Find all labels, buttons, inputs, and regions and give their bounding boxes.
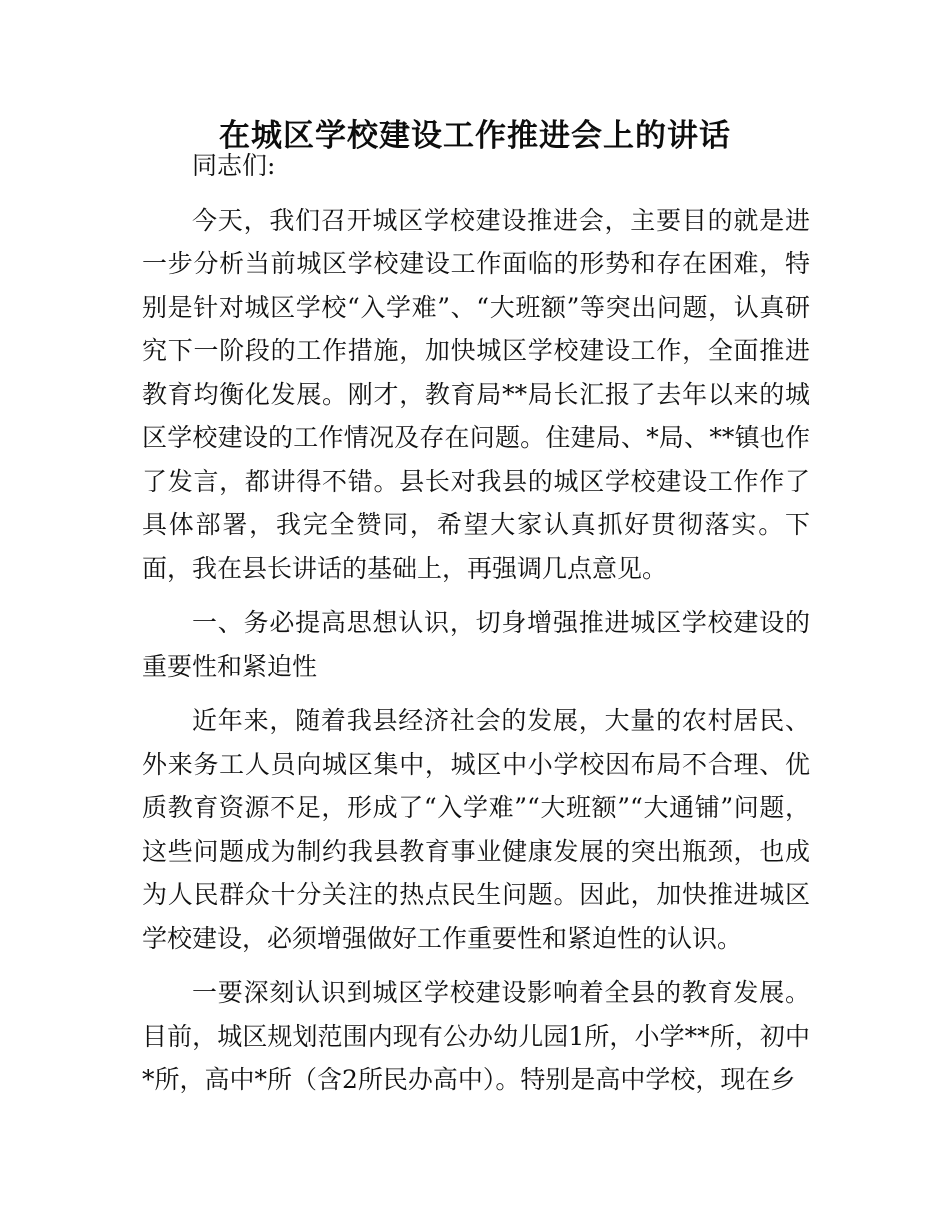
greeting-line: 同志们: xyxy=(192,151,276,180)
paragraph-point-1: 一要深刻认识到城区学校建设影响着全县的教育发展。目前，城区规划范围内现有公办幼儿园1所，小学**所，初中*所，高中*所（含2所民办高中）。特别是高中学校，现在乡 xyxy=(142,978,810,1094)
document-title: 在城区学校建设工作推进会上的讲话 xyxy=(219,118,731,154)
paragraph-background: 近年来，随着我县经济社会的发展，大量的农村居民、外来务工人员向城区集中，城区中小学校因布局不合理、优质教育资源不足，形成了“入学难”“大班额”“大通铺”问题，这些问题成为制约我县教育事业健康发展的突出瓶颈，也成为人民群众十分关注的热点民生问题。因此，加快推进城区学校建设，必须增强做好工作重要性和紧迫性的认识。 xyxy=(142,706,810,953)
section-heading-1: 一、务必提高思想认识，切身增强推进城区学校建设的重要性和紧迫性 xyxy=(142,608,810,681)
paragraph-intro: 今天，我们召开城区学校建设推进会，主要目的就是进一步分析当前城区学校建设工作面临的形势和存在困难，特别是针对城区学校“入学难”、“大班额”等突出问题，认真研究下一阶段的工作措施，加快城区学校建设工作，全面推进教育均衡化发展。刚才，教育局**局长汇报了去年以来的城区学校建设的工作情况及存在问题。住建局、*局、**镇也作了发言，都讲得不错。县长对我县的城区学校建设工作作了具体部署，我完全赞同，希望大家认真抓好贯彻落实。下面，我在县长讲话的基础上，再强调几点意见。 xyxy=(142,205,810,583)
document-body xyxy=(142,144,810,1113)
